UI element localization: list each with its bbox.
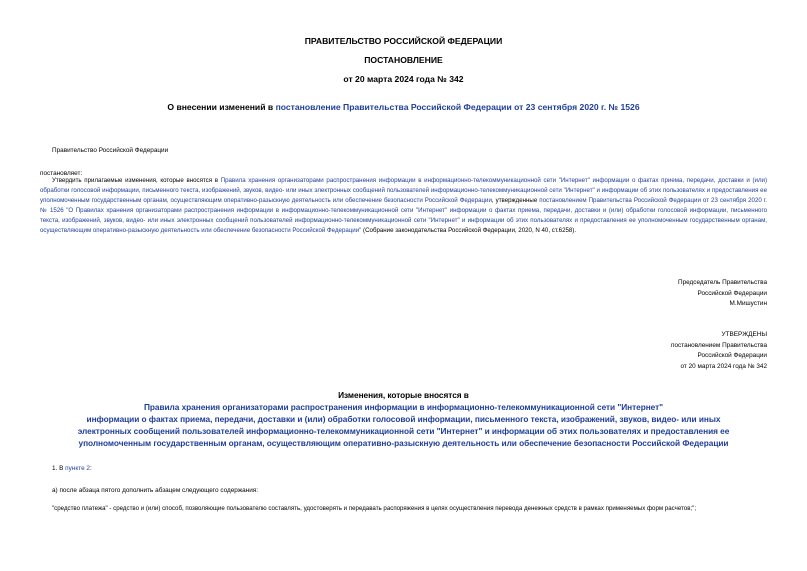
changes-title [40,389,767,449]
signatory-position-line2: Российской Федерации [697,289,767,297]
government-heading: ПРАВИТЕЛЬСТВО РОССИЙСКОЙ ФЕДЕРАЦИИ [304,36,503,46]
approval-paragraph [40,176,767,236]
changes-title-line2[interactable]: информации о фактах приема, передачи, доставки и (или) обработки голосовой информации, письменного текста, изображений, звуков, видео- или иных [86,414,721,424]
document-title-prefix: О внесении изменений в [167,102,276,112]
signature-block [678,278,767,310]
approval-text-middle: , утвержденные [491,197,540,204]
approved-of: Российской Федерации [697,352,767,359]
approved-by: постановлением Правительства [671,341,767,349]
approval-text-start: Утвердить прилагаемые изменения, которые вносятся в [52,177,221,184]
item-1 [52,464,92,473]
payment-means-text: "средство платежа" - средство и (или) способ, позволяющие пользователю составлять, удостоверять и передавать распоряжения в целях осуществления перевода денежных средств в рамках применяемых форм расчетов;"; [52,505,697,512]
document-date-number: от 20 марта 2024 года № 342 [343,74,464,84]
rules-link[interactable]: Правила хранения организаторами распространения информации в информационно-телекоммуникационной сети "Интернет" информации о фактах приема, передачи, доставки и (или) обработки голосовой информации, письменного текста, изображений, звуков, видео- или иных электронных сообщений пользователей информационно-телекоммуникационной сети "Интернет" и информации об этих пользователях и предоставления ее уполномоченным государственным органам, осуществляющим оперативно-разыскную деятельность или обеспечение безопасности Российской Федерации [40,177,767,204]
changes-title-line4[interactable]: уполномоченным государственным органам, осуществляющим оперативно-разыскную деятельность или обеспечение безопасности Российской Федерации [78,438,729,448]
approved-label: УТВЕРЖДЕНЫ [721,331,767,338]
amended-resolution-link[interactable]: постановление Правительства Российской Федерации от 23 сентября 2020 г. № 1526 [275,102,640,112]
payment-means-definition [40,504,767,514]
item-2-link[interactable]: пункте 2 [65,465,90,472]
approval-text-end: (Собрание законодательства Российской Федерации, 2020, N 40, ст.6258). [361,227,577,234]
changes-rules-link[interactable]: Правила хранения организаторами распространения информации в информационно-телекоммуникационной сети "Интернет" [143,402,664,412]
document-title [0,102,807,113]
decides-text: постановляет: [40,170,83,177]
changes-title-prefix: Изменения, которые вносятся в [338,390,469,400]
document-type: ПОСТАНОВЛЕНИЕ [364,55,443,65]
resolution-1526-link[interactable]: постановлением Правительства Российской Федерации от 23 сентября 2020 г. № 1526 "О Правилах хранения организаторами распространения информации в информационно-телекоммуникационной сети "Интернет" информации о фактах приема, передачи, доставки и (или) обработки голосовой информации, письменного текста, изображений, звуков, видео- или иных электронных сообщений пользователей информационно-телекоммуникационной сети "Интернет" и информации об этих пользователях и предоставления ее уполномоченным государственным органам, осуществляющим оперативно-разыскную деятельность или обеспечение безопасности Российской Федерации" [40,197,767,234]
changes-title-line1 [40,389,767,413]
issuer-text: Правительство Российской Федерации [52,147,169,154]
changes-title-line3[interactable]: электронных сообщений пользователей информационно-телекоммуникационной сети "Интернет" и информации об этих пользователях и предоставления ее [77,426,730,436]
item-1a: а) после абзаца пятого дополнить абзацем следующего содержания: [52,487,259,494]
item-1-suffix: : [89,465,92,472]
approved-date: от 20 марта 2024 года № 342 [680,362,767,370]
approval-stamp-block [671,330,767,372]
item-1-prefix: 1. В [52,465,66,472]
signatory-name: М.Мишустин [729,300,767,307]
signatory-position-line1: Председатель Правительства [678,279,767,286]
